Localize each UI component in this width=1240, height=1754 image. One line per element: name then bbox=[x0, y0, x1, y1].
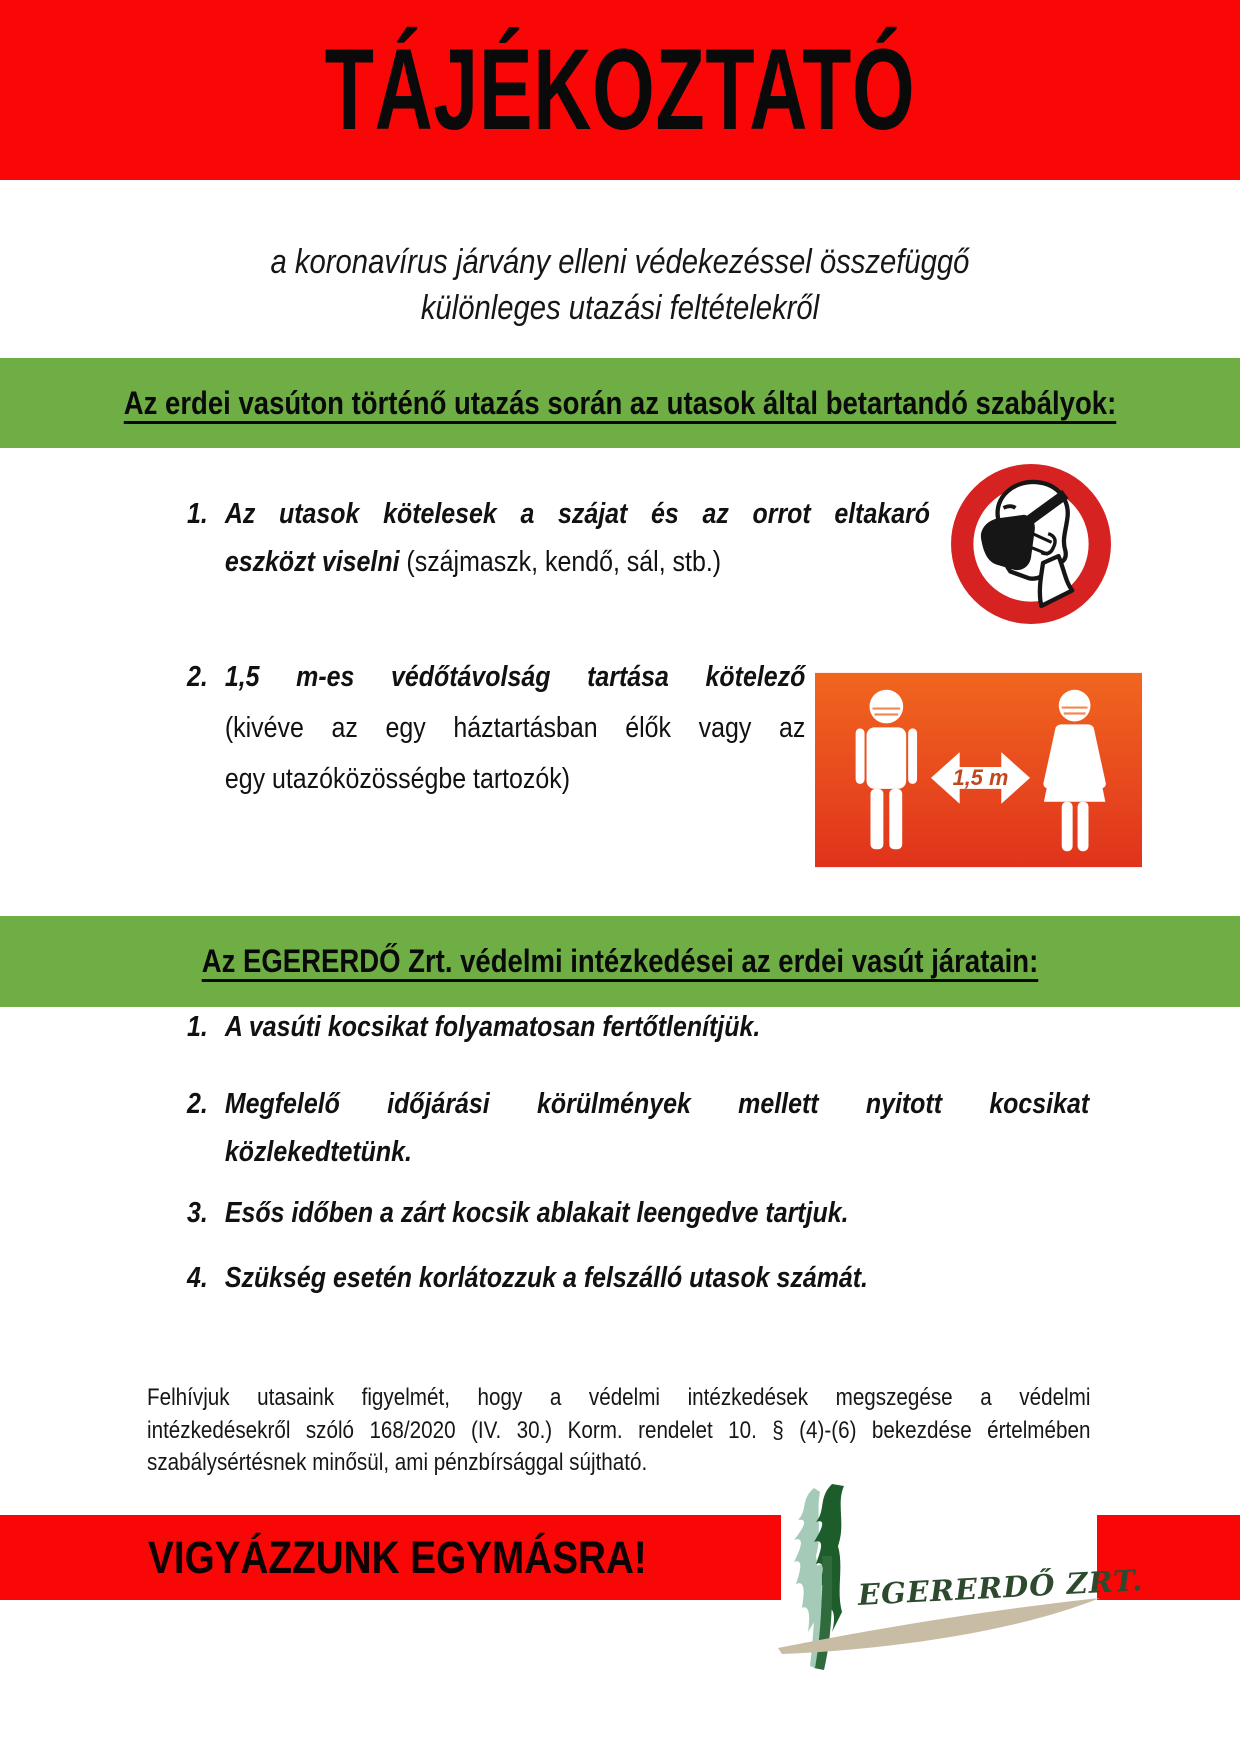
rule-item-1-line-1: Az utasok kötelesek a szájat és az orrot eltakaró bbox=[224, 498, 931, 530]
top-red-banner bbox=[0, 0, 1240, 180]
rule-item-2-line-1: 1,5 m-es védőtávolság tartása kötelező bbox=[224, 661, 806, 693]
measures-section-heading: Az EGERERDŐ Zrt. védelmi intézkedései az erdei vasút járatain: bbox=[201, 943, 1039, 979]
page-title: TÁJÉKOZTATÓ bbox=[324, 26, 916, 154]
rule-item-2-number: 2. bbox=[187, 661, 208, 693]
rule-item-2-line-3: egy utazóközösségbe tartozók) bbox=[224, 763, 571, 795]
distance-label: 1,5 m bbox=[952, 764, 1009, 790]
rule-item-1-text bbox=[187, 490, 930, 586]
measure-item-2-line-1: Megfelelő időjárási körülmények mellett nyitott kocsikat bbox=[224, 1088, 1090, 1120]
measure-item-4 bbox=[187, 1257, 1089, 1299]
measure-item-1-text: A vasúti kocsikat folyamatosan fertőtlenítjük. bbox=[224, 1011, 761, 1043]
measure-item-4-number: 4. bbox=[187, 1262, 208, 1294]
footer-message: VIGYÁZZUNK EGYMÁSRA! bbox=[148, 1532, 647, 1583]
measure-item-3-number: 3. bbox=[187, 1197, 208, 1229]
subtitle-line-2: különleges utazási feltételekről bbox=[420, 289, 820, 327]
measure-item-3 bbox=[187, 1192, 1089, 1234]
measure-item-1-number: 1. bbox=[187, 1011, 208, 1043]
measure-item-2-number: 2. bbox=[187, 1088, 208, 1120]
rule-item-2-line-2: (kivéve az egy háztartásban élők vagy az bbox=[224, 712, 806, 744]
rule-item-2 bbox=[187, 652, 805, 805]
subtitle-line-1: a koronavírus járvány elleni védekezéssel összefüggő bbox=[270, 243, 970, 281]
company-name: EGERERDŐ ZRT. bbox=[857, 1563, 1144, 1612]
rules-section-banner bbox=[0, 358, 1240, 448]
measure-item-4-text: Szükség esetén korlátozzuk a felszálló utasok számát. bbox=[224, 1262, 868, 1294]
rules-section-heading: Az erdei vasúton történő utazás során az utasok által betartandó szabályok: bbox=[123, 384, 1117, 421]
subtitle bbox=[87, 239, 1153, 331]
measures-section-banner bbox=[0, 916, 1240, 1007]
legal-line-1: Felhívjuk utasaink figyelmét, hogy a védelmi intézkedések megszegése a védelmi bbox=[147, 1384, 1091, 1411]
measure-item-3-text: Esős időben a zárt kocsik ablakait leengedve tartjuk. bbox=[224, 1197, 849, 1229]
measure-item-2 bbox=[187, 1080, 1089, 1176]
measure-item-2-line-2: közlekedtetünk. bbox=[224, 1136, 412, 1168]
keep-distance-icon bbox=[815, 672, 1142, 868]
legal-line-3: szabálysértésnek minősül, ami pénzbírsággal sújtható. bbox=[147, 1449, 648, 1476]
legal-line-2: intézkedésekről szóló 168/2020 (IV. 30.) Korm. rendelet 10. § (4)-(6) bekezdése értelmében bbox=[147, 1416, 1091, 1444]
rule-item-1-line-2: eszközt viselni (szájmaszk, kendő, sál, stb.) bbox=[224, 546, 722, 578]
measure-item-1 bbox=[187, 1006, 1089, 1048]
face-mask-required-icon bbox=[945, 458, 1117, 630]
rule-item-1-number: 1. bbox=[187, 498, 208, 530]
rule-item-1 bbox=[187, 490, 930, 586]
legal-notice bbox=[147, 1382, 1090, 1480]
rule-item-2-text bbox=[187, 652, 805, 805]
